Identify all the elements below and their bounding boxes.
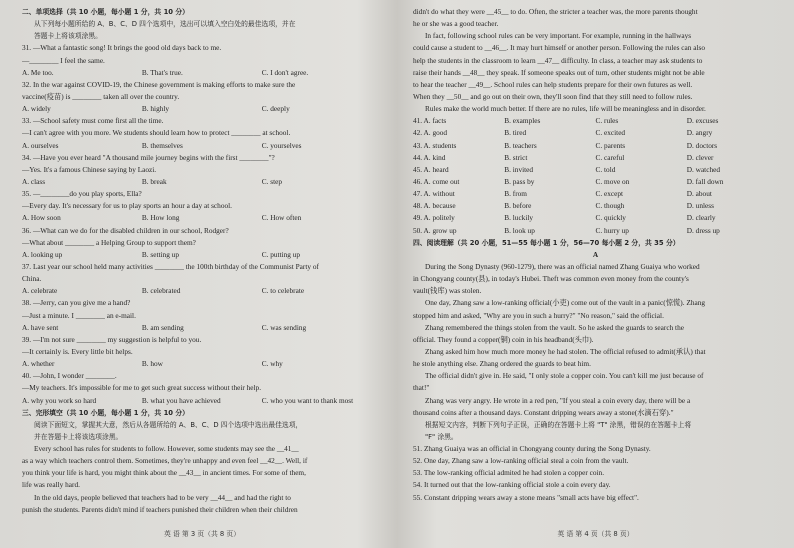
question-stem-line: 31. —What a fantastic song! It brings the good old days back to me. xyxy=(22,43,222,53)
answer-option: B. what you have achieved xyxy=(141,395,221,405)
answer-option: A. Me too. xyxy=(22,67,54,77)
answer-options-row xyxy=(22,103,382,115)
section-title-single-choice: 二、单项选择（共 10 小题，每小题 1 分，共 10 分） xyxy=(22,8,189,16)
passage-line: didn't do what they were __45__ to do. Often, the stricter a teacher was, the more parents thought xyxy=(413,7,698,16)
answer-option: B. setting up xyxy=(141,249,179,259)
question-stem-line: —My teachers. It's impossible for me to get such great success without their help. xyxy=(22,383,262,393)
cloze-option: B. tired xyxy=(504,128,527,138)
answer-option: B. am sending xyxy=(141,322,184,332)
cloze-option: D. watched xyxy=(686,164,720,174)
cloze-option: 44. A. kind xyxy=(413,152,446,162)
passage-line: The official didn't give in. He said, "I only stole a copper coin. You can't kill me just because of xyxy=(425,371,704,381)
cloze-option-row xyxy=(413,176,778,188)
cloze-option: C. excited xyxy=(595,128,626,138)
answer-option: A. class xyxy=(22,176,46,186)
question-item xyxy=(22,188,382,224)
cloze-option: C. parents xyxy=(595,140,626,150)
answer-option: A. How soon xyxy=(22,213,61,223)
question-stem-line: 35. —________do you play sports, Ella? xyxy=(22,189,142,199)
passage-line: could cause a student to __46__. It may hurt himself or another person. Following the rules can also xyxy=(413,43,706,53)
answer-option: B. That's true. xyxy=(141,67,183,77)
question-stem-line: vaccine(疫苗) is ________ taken all over the country. xyxy=(22,91,180,101)
cloze-option: D. excuses xyxy=(686,116,719,126)
question-item xyxy=(22,261,382,297)
answer-options-row xyxy=(22,358,382,370)
passage-line: life was really hard. xyxy=(22,480,80,490)
answer-options-row xyxy=(22,140,382,152)
answer-option: B. themselves xyxy=(141,140,183,150)
cloze-option: 47. A. without xyxy=(413,189,455,199)
cloze-option: C. hurry up xyxy=(595,225,629,235)
answer-options-row xyxy=(22,67,382,79)
question-stem-line: —It certainly is. Every little bit helps. xyxy=(22,346,133,356)
passage-line: One day, Zhang saw a low-ranking official(小吏) come out of the vault in a panic(惊慌). Zhang xyxy=(425,298,706,308)
cloze-option: D. about xyxy=(686,189,712,199)
cloze-passage-part-2 xyxy=(413,6,778,115)
cloze-option: B. invited xyxy=(504,164,534,174)
cloze-option: D. dress up xyxy=(686,225,720,235)
answer-option: B. highly xyxy=(141,104,170,114)
cloze-option: D. unless xyxy=(686,201,714,211)
answer-options-row xyxy=(22,285,382,297)
question-stem-line: —________ I feel the same. xyxy=(22,55,105,65)
question-stem-line: 37. Last year our school held many activities ________ the 100th birthday of the Communist Party of xyxy=(22,261,319,271)
cloze-option: C. except xyxy=(595,189,624,199)
cloze-option: C. though xyxy=(595,201,625,211)
question-item xyxy=(22,152,382,188)
passage-line: help the students in the classroom to learn __47__ difficulty. In class, a teacher may ask students to xyxy=(413,55,703,65)
answer-option: C. I don't agree. xyxy=(261,67,309,77)
statement-line: 51. Zhang Guaiya was an official in Chongyang county during the Song Dynasty. xyxy=(413,444,651,454)
answer-option: B. how xyxy=(141,359,163,369)
cloze-option: C. quickly xyxy=(595,213,626,223)
passage-line: vault(钱库) was stolen. xyxy=(413,286,482,296)
cloze-option: 49. A. politely xyxy=(413,213,455,223)
exam-page-3 xyxy=(22,6,382,542)
cloze-option: B. teachers xyxy=(504,140,537,150)
instruction-line: 根据短文内容，判断下列句子正误，正确的在答题卡上将 "T" 涂黑，错误的在答题卡上将 xyxy=(425,420,692,429)
question-stem-line: 34. —Have you ever heard "A thousand mile journey begins with the first ________"? xyxy=(22,152,275,162)
question-item xyxy=(22,42,382,78)
passage-line: In the old days, people believed that teachers had to be very __44__ and had the right to xyxy=(34,492,291,502)
cloze-option: 45. A. heard xyxy=(413,164,449,174)
cloze-option: D. clever xyxy=(686,152,714,162)
cloze-option: 43. A. students xyxy=(413,140,457,150)
cloze-option: B. before xyxy=(504,201,532,211)
cloze-option-row xyxy=(413,164,778,176)
instruction-line: "F" 涂黑。 xyxy=(425,432,458,441)
cloze-passage-part-1 xyxy=(22,443,382,516)
answer-option: C. who you want to thank most xyxy=(261,395,354,405)
cloze-option: D. doctors xyxy=(686,140,718,150)
section-intro-line: 答题卡上将该项涂黑。 xyxy=(34,32,102,41)
passage-line: In fact, following school rules can be very important. For example, running in the hallways xyxy=(425,31,692,41)
cloze-option: D. clearly xyxy=(686,213,716,223)
statement-line: 55. Constant dripping wears away a stone means "small acts have big effect". xyxy=(413,492,639,502)
passage-line: raise their hands __48__ they speak. If someone speaks out of turn, other students might not be able xyxy=(413,67,705,77)
passage-line: as a way which teachers control them. Sometimes, they're unhappy and even feel __42__. Well, if xyxy=(22,456,308,466)
passage-line: he stole anything else. Zhang ordered the guards to beat him. xyxy=(413,359,591,369)
answer-options-row xyxy=(22,249,382,261)
answer-option: A. widely xyxy=(22,104,51,114)
answer-option: A. whether xyxy=(22,359,55,369)
single-choice-questions xyxy=(22,42,382,406)
cloze-option: 48. A. because xyxy=(413,201,456,211)
true-false-instructions xyxy=(413,419,778,443)
page-footer-4: 英 语 第 4 页（共 8 页） xyxy=(557,529,634,538)
question-stem-line: 33. —School safety must come first all the time. xyxy=(22,116,164,126)
answer-option: C. putting up xyxy=(261,249,301,259)
cloze-option: D. angry xyxy=(686,128,713,138)
question-stem-line: 39. —I'm not sure ________ my suggestion is helpful to you. xyxy=(22,334,202,344)
cloze-option-row xyxy=(413,115,778,127)
question-stem-line: —Yes. It's a famous Chinese saying by Laozi. xyxy=(22,164,157,174)
exam-page-4 xyxy=(413,6,778,542)
true-false-statements xyxy=(413,443,778,504)
cloze-option-row xyxy=(413,225,778,237)
question-stem-line: 32. In the war against COVID-19, the Chinese government is making efforts to make sure the xyxy=(22,79,296,89)
cloze-option: C. move on xyxy=(595,176,630,186)
cloze-option-row xyxy=(413,200,778,212)
passage-line: you think your life is hard, you might think about the __43__ in ancient times. For some of them, xyxy=(22,468,306,478)
question-stem-line: —I can't agree with you more. We students should learn how to protect ________ at school. xyxy=(22,128,291,138)
question-item xyxy=(22,370,382,406)
cloze-option-row xyxy=(413,140,778,152)
answer-option: A. ourselves xyxy=(22,140,59,150)
question-item xyxy=(22,334,382,370)
question-item xyxy=(22,225,382,261)
answer-option: B. How long xyxy=(141,213,180,223)
cloze-option: B. strict xyxy=(504,152,528,162)
cloze-option: 41. A. facts xyxy=(413,116,447,126)
cloze-intro-line: 并在答题卡上将该选项涂黑。 xyxy=(34,432,123,441)
cloze-options xyxy=(413,115,778,236)
question-item xyxy=(22,297,382,333)
section-intro xyxy=(22,18,382,42)
cloze-intro xyxy=(22,419,382,443)
answer-option: C. yourselves xyxy=(261,140,302,150)
statement-line: 53. The low-ranking official admited he had stolen a copper coin. xyxy=(413,468,605,478)
cloze-option-row xyxy=(413,188,778,200)
section-title-reading: 四、阅读理解（共 20 小题，51—55 每小题 1 分，56—70 每小题 2 分，共 35 分） xyxy=(413,238,680,247)
question-stem-line: —What about ________ a Helping Group to support them? xyxy=(22,237,196,247)
cloze-intro-line: 阅读下面短文，掌握其大意，然后从各题所给的 A、B、C、D 四个选项中选出最佳选项， xyxy=(34,420,303,429)
passage-line: stopped him and asked, "Why are you in such a hurry?" "No reason," said the official. xyxy=(413,310,664,320)
answer-option: C. why xyxy=(261,359,283,369)
cloze-option: 46. A. come out xyxy=(413,176,460,186)
cloze-option: C. rules xyxy=(595,116,619,126)
passage-line: in Chongyang county(县), in today's Hubei. Theft was common even money from the county's xyxy=(413,274,689,284)
passage-line: to hear the teacher __49__. School rules can help students prepare for their own futures as well. xyxy=(413,79,693,89)
cloze-option: D. fall down xyxy=(686,176,724,186)
cloze-option-row xyxy=(413,127,778,139)
cloze-option: B. luckily xyxy=(504,213,534,223)
passage-line: Zhang asked him how much more money he had stolen. The official refused to admit(承认) that xyxy=(425,346,706,356)
passage-line: official. They found a copper(铜) coin in his headband(头巾). xyxy=(413,334,594,344)
reading-passage-a xyxy=(413,261,778,419)
passage-line: During the Song Dynasty (960-1279), there was an official named Zhang Guaiya who worked xyxy=(425,261,700,271)
question-stem-line: 36. —What can we do for the disabled children in our school, Rodger? xyxy=(22,225,229,235)
cloze-option: 50. A. grow up xyxy=(413,225,457,235)
answer-option: A. looking up xyxy=(22,249,63,259)
answer-option: A. have sent xyxy=(22,322,59,332)
answer-options-row xyxy=(22,395,382,407)
passage-line: Every school has rules for students to follow. However, some students may see the __41__ xyxy=(34,444,299,454)
cloze-option: 42. A. good xyxy=(413,128,448,138)
cloze-option: C. told xyxy=(595,164,616,174)
passage-line: thousand coins after a thousand days. Constant dripping wears away a stone(水滴石穿)." xyxy=(413,407,674,417)
cloze-option: B. examples xyxy=(504,116,541,126)
question-stem-line: —Just a minute. I ________ an e-mail. xyxy=(22,310,136,320)
answer-option: A. celebrate xyxy=(22,286,58,296)
cloze-option: B. look up xyxy=(504,225,535,235)
passage-line: that!" xyxy=(413,383,430,393)
question-stem-line: China. xyxy=(22,274,42,284)
answer-option: C. deeply xyxy=(261,104,290,114)
cloze-option-row xyxy=(413,152,778,164)
answer-option: C. to celebrate xyxy=(261,286,305,296)
passage-line: When they __50__ and go out on their own, they'll soon find that they still need to follow rules. xyxy=(413,91,693,101)
passage-line: he or she was a good teacher. xyxy=(413,19,499,29)
statement-line: 54. It turned out that the low-ranking official stole a coin every day. xyxy=(413,480,611,490)
answer-option: C. step xyxy=(261,176,283,186)
answer-option: C. was sending xyxy=(261,322,307,332)
answer-option: B. break xyxy=(141,176,167,186)
question-stem-line: 38. —Jerry, can you give me a hand? xyxy=(22,298,131,308)
statement-line: 52. One day, Zhang saw a low-ranking official steal a coin from the vault. xyxy=(413,456,629,466)
passage-line: punish the students. Parents didn't mind if teachers punished their children when their children xyxy=(22,504,298,514)
section-intro-line: 从下列每小题所给的 A、B、C、D 四个选项中，选出可以填入空白处的最佳选项，并在 xyxy=(34,20,296,29)
question-stem-line: —Every day. It's necessary for us to play sports an hour a day at school. xyxy=(22,201,232,211)
passage-line: Rules make the world much better. If there are no rules, life will be meaningless and in disorder. xyxy=(425,104,706,114)
page-footer-3: 英 语 第 3 页（共 8 页） xyxy=(164,529,240,538)
passage-line: Zhang remembered the things stolen from the vault. So he asked the guards to search the xyxy=(425,322,684,332)
cloze-option-row xyxy=(413,212,778,224)
answer-option: B. celebrated xyxy=(141,286,181,296)
section-title-cloze: 三、完形填空（共 10 小题，每小题 1 分，共 10 分） xyxy=(22,408,189,417)
question-item xyxy=(22,115,382,151)
passage-label: A xyxy=(592,249,599,259)
answer-option: A. why you work so hard xyxy=(22,395,97,405)
answer-options-row xyxy=(22,176,382,188)
answer-options-row xyxy=(22,322,382,334)
cloze-option: C. careful xyxy=(595,152,625,162)
cloze-option: B. pass by xyxy=(504,176,535,186)
question-stem-line: 40. —John, I wonder ________. xyxy=(22,371,117,381)
answer-option: C. How often xyxy=(261,213,302,223)
answer-options-row xyxy=(22,212,382,224)
passage-line: Zhang was very angry. He wrote in a red pen, "If you steal a coin every day, there will be a xyxy=(425,395,691,405)
cloze-option: B. from xyxy=(504,189,527,199)
question-item xyxy=(22,79,382,115)
